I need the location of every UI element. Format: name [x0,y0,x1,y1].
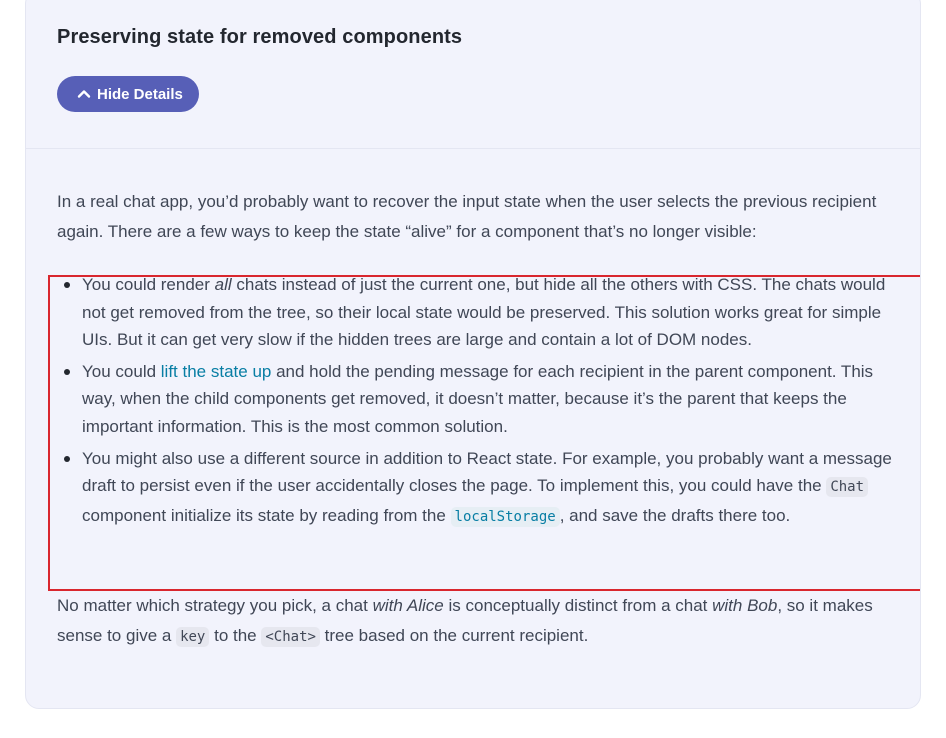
intro-paragraph: In a real chat app, you’d probably want to recover the input state when the user selects the previous recipient again. There are a few ways to keep the state “alive” for a component that’s no longer visible: [57,192,877,241]
strategy-list [57,271,895,535]
closing-text: to the [209,626,262,645]
item-text: component initialize its state by reading from the [82,505,451,525]
item-text: You could [82,361,161,381]
deep-dive-card [25,0,921,709]
closing-emphasis: with Bob [712,596,778,615]
closing-text: No matter which strategy you pick, a chat [57,596,373,615]
closing-text: tree based on the current recipient. [319,626,589,645]
hide-details-label: Hide Details [97,85,183,103]
closing-text: is conceptually distinct from a chat [443,596,713,615]
key-code: key [176,627,209,647]
card-title: Preserving state for removed components [57,26,463,48]
hide-details-button[interactable] [57,76,199,112]
item-text: and hold the pending message for each recipient in the parent component. This way, when the child components get removed, it doesn’t matter, because it’s the parent that keeps the important information. This is the most common solution. [82,361,874,436]
item-text: You could render [82,275,215,294]
list-item [57,445,895,532]
item-text: You might also use a different source in addition to React state. For example, you probably want a message draft to persist even if the user accidentally closes the page. To implement this, you could have the [82,448,892,496]
item-text: chats instead of just the current one, but hide all the others with CSS. The chats would not get removed from the tree, so their local state would be preserved. This solution works great for simple UIs. But it can get very slow if the hidden trees are large and contain a lot of DOM nodes. [82,275,886,350]
list-item [57,271,895,354]
list-item [57,358,895,441]
localstorage-code-link[interactable]: localStorage [451,507,560,527]
closing-emphasis: with Alice [372,596,444,615]
chat-code: Chat [826,477,868,497]
closing-paragraph [57,591,887,652]
closing-text: , so it makes sense to give a [57,596,873,645]
card-header [26,0,920,149]
item-emphasis: all [214,275,232,294]
chat-tag-code: <Chat> [261,627,320,647]
chevron-up-icon [77,87,91,101]
item-text: , and save the drafts there too. [559,505,791,525]
lift-state-up-link[interactable]: lift the state up [160,361,272,381]
